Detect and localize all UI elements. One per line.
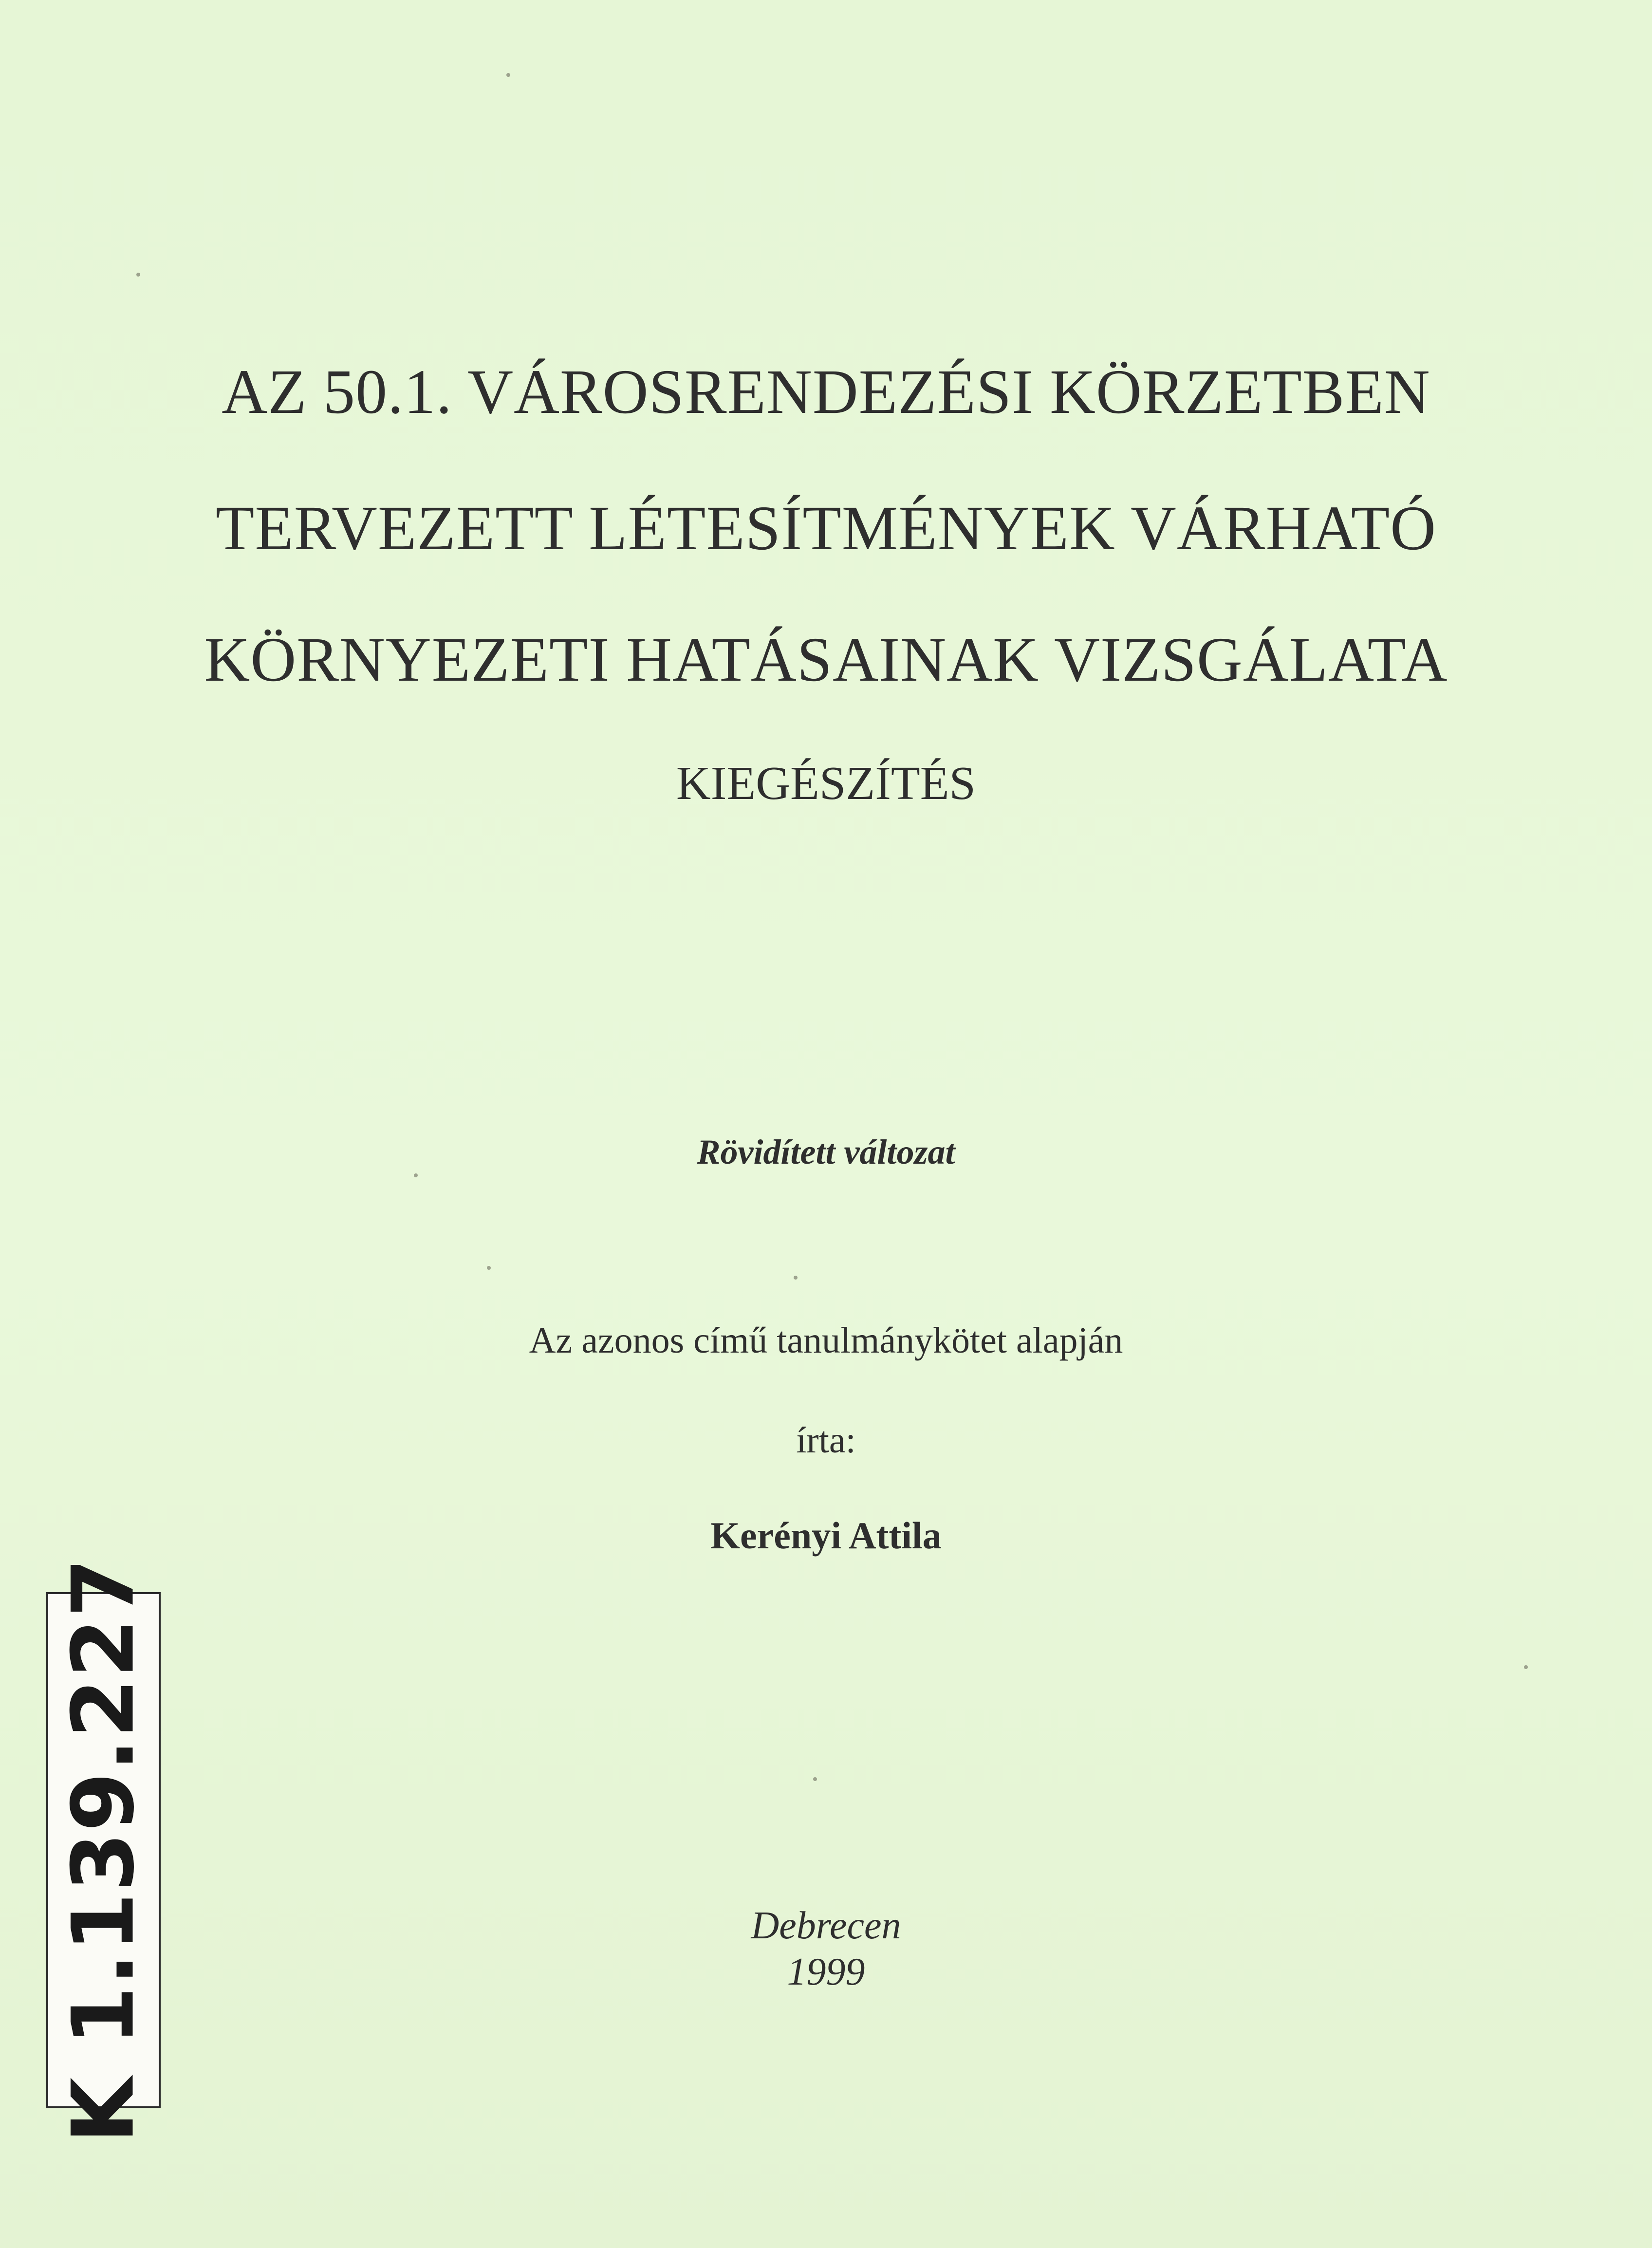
publication-city: Debrecen [751, 1904, 901, 1947]
subtitle: KIEGÉSZÍTÉS [676, 757, 976, 810]
title-line-2: TERVEZETT LÉTESÍTMÉNYEK VÁRHATÓ [215, 493, 1437, 563]
version-note: Rövidített változat [697, 1133, 955, 1171]
scan-speck [1524, 1665, 1528, 1669]
call-number-sticker [46, 1557, 161, 2143]
wrote-label: írta: [796, 1420, 856, 1461]
scan-speck [813, 1777, 817, 1781]
scan-speck [487, 1266, 491, 1270]
basis-note: Az azonos című tanulmánykötet alapján [529, 1320, 1123, 1361]
scan-speck [794, 1276, 798, 1280]
scan-speck [136, 273, 140, 277]
publication-year: 1999 [787, 1951, 865, 1993]
title-line-3: KÖRNYEZETI HATÁSAINAK VIZSGÁLATA [204, 625, 1448, 695]
title-line-1: AZ 50.1. VÁROSRENDEZÉSI KÖRZETBEN [222, 357, 1430, 427]
scan-speck [414, 1173, 418, 1177]
call-number: K 1.139.227 [54, 1557, 153, 2143]
author-name: Kerényi Attila [710, 1514, 942, 1557]
scan-speck [506, 73, 510, 77]
